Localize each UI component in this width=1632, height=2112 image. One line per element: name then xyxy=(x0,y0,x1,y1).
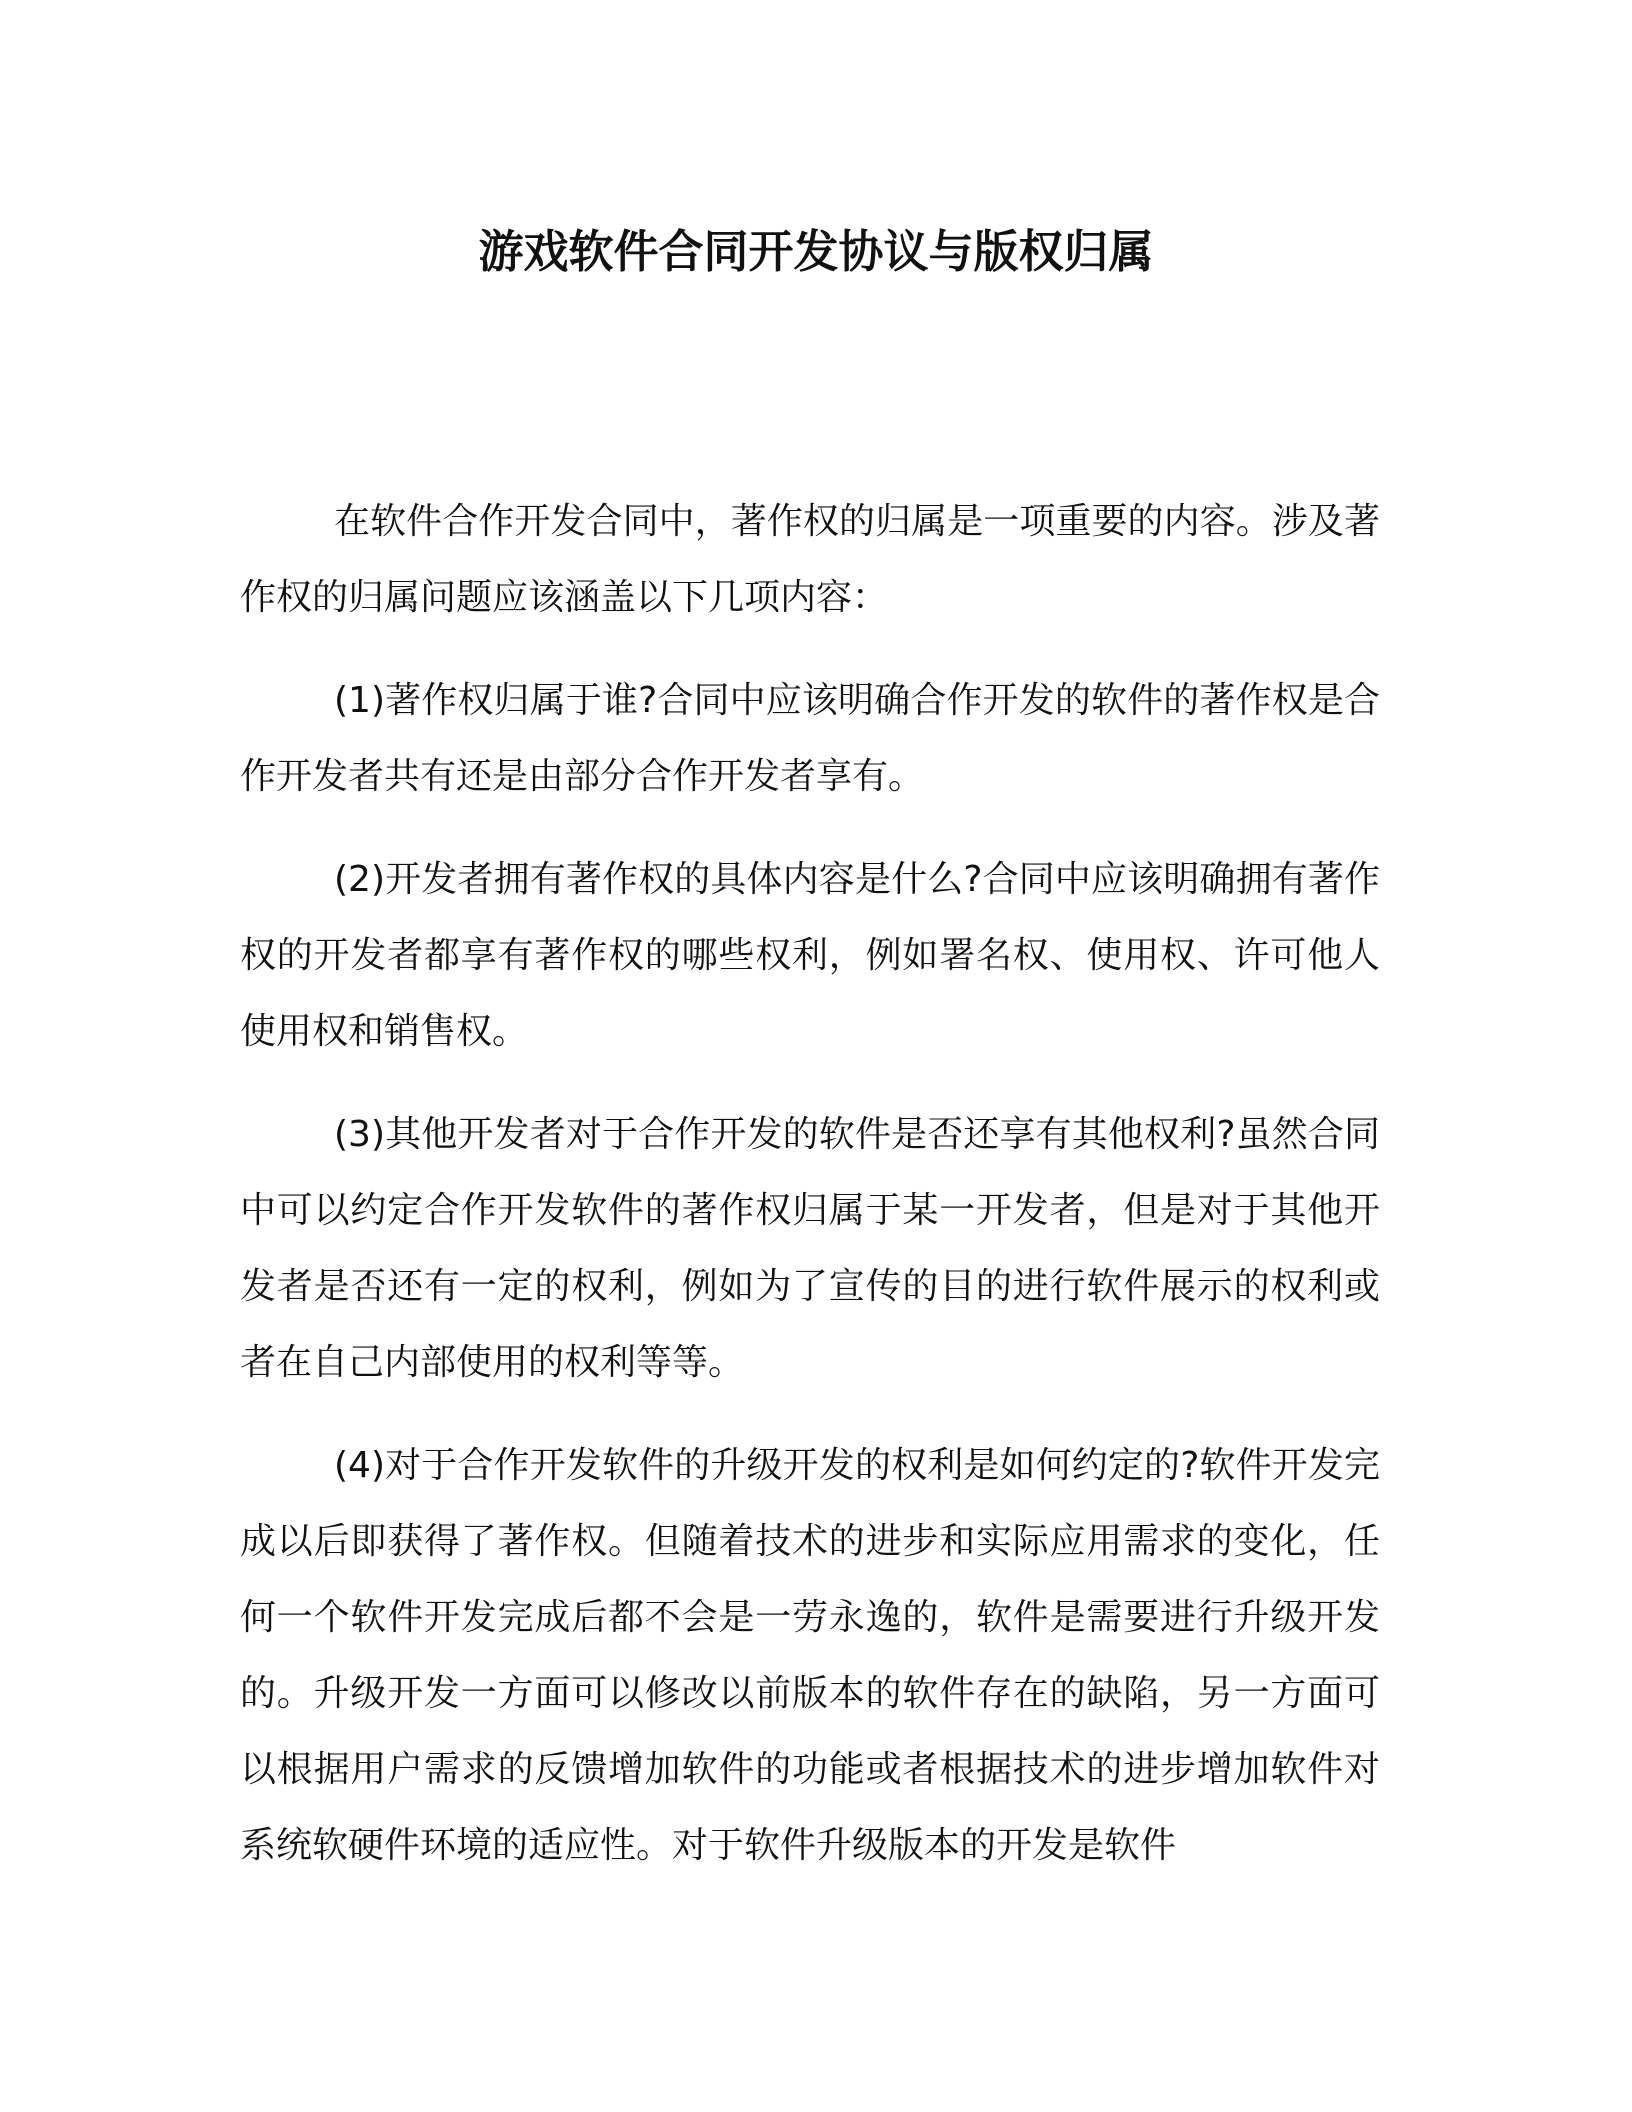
paragraph-item-2: (2)开发者拥有著作权的具体内容是什么?合同中应该明确拥有著作权的开发者都享有著作权的哪些权利，例如署名权、使用权、许可他人使用权和销售权。 xyxy=(240,859,1380,1052)
document-title: 游戏软件合同开发协议与版权归属 xyxy=(478,225,1154,278)
document-body xyxy=(240,484,1380,1911)
paragraph-item-1: (1)著作权归属于谁?合同中应该明确合作开发的软件的著作权是合作开发者共有还是由部分合作开发者享有。 xyxy=(240,680,1380,797)
paragraph-item-4: (4)对于合作开发软件的升级开发的权利是如何约定的?软件开发完成以后即获得了著作权。但随着技术的进步和实际应用需求的变化，任何一个软件开发完成后都不会是一劳永逸的，软件是需要进行升级开发的。升级开发一方面可以修改以前版本的软件存在的缺陷，另一方面可以根据用户需求的反馈增加软件的功能或者根据技术的进步增加软件对系统软硬件环境的适应性。对于软件升级版本的开发是软件 xyxy=(240,1445,1380,1866)
paragraph-item-3: (3)其他开发者对于合作开发的软件是否还享有其他权利?虽然合同中可以约定合作开发软件的著作权归属于某一开发者，但是对于其他开发者是否还有一定的权利，例如为了宣传的目的进行软件展示的权利或者在自己内部使用的权利等等。 xyxy=(240,1114,1380,1383)
paragraph-intro: 在软件合作开发合同中，著作权的归属是一项重要的内容。涉及著作权的归属问题应该涵盖以下几项内容： xyxy=(240,501,1380,618)
